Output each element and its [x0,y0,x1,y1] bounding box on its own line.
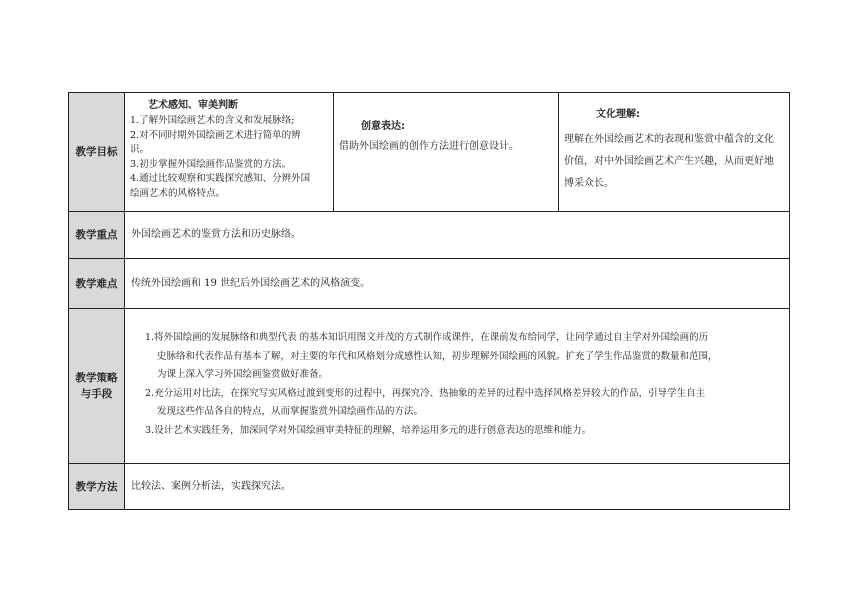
row-difficulties [69,259,789,309]
lesson-plan-table [68,92,790,510]
strategy-line: 3.设计艺术实践任务，加深同学对外国绘画审美特征的理解，培养运用多元的进行创意表达的思维和能力。 [145,424,592,436]
goals-aesthetic-line: 绘画艺术的风格特点。 [130,187,226,199]
label-difficulties: 教学难点 [69,259,125,308]
goals-aesthetic-line: 2.对不同时期外国绘画艺术进行简单的辨 [130,129,301,141]
goals-content [125,93,789,211]
row-methods [69,464,789,509]
key-points-text: 外国绘画艺术的鉴赏方法和历史脉络。 [131,229,301,240]
goals-creative-heading: 创意表达: [361,121,405,132]
goals-creative-text: 借助外国绘画的创作方法进行创意设计。 [339,141,519,152]
label-methods: 教学方法 [69,464,125,509]
label-teaching-goals: 教学目标 [69,93,125,211]
goals-aesthetic-line: 1.了解外国绘画艺术的含义和发展脉络; [130,115,295,126]
strategy-line: 发现这些作品各自的特点，从而掌握鉴赏外国绘画作品的方法。 [157,406,424,417]
strategy-line: 1.将外国绘画的发展脉络和典型代表 的基本知识用图文并茂的方式制作成课件，在课前发布给同学，让同学通过自主学对外国绘画的历 [145,332,709,343]
methods-text: 比较法、案例分析法，实践探究法。 [131,480,291,492]
goals-aesthetic-heading: 艺术感知、审美判断 [148,100,238,111]
goals-aesthetic-cell [125,93,334,211]
goals-cultural-heading: 文化理解: [596,109,640,120]
goals-cultural-text: 理解在外国绘画艺术的表现和鉴赏中蕴含的文化价值，对中外国绘画艺术产生兴趣，从而更好地博采众长。 [564,134,774,189]
goals-aesthetic-line: 3.初步掌握外国绘画作品鉴赏的方法。 [130,158,292,170]
goals-creative-cell [334,93,559,211]
row-strategy [69,309,789,464]
label-key-points: 教学重点 [69,212,125,258]
row-key-points [69,212,789,259]
goals-cultural-cell [559,93,789,211]
difficulties-text: 传统外国绘画和 19 世纪后外国绘画艺术的风格演变。 [131,277,371,289]
row-teaching-goals [69,93,789,212]
strategy-content [125,309,789,463]
goals-aesthetic-line: 识。 [130,144,150,155]
label-strategy: 教学策略与手段 [69,309,125,463]
strategy-line: 史脉络和代表作品有基本了解，对主要的年代和风格划分成感性认知，初步理解外国绘画的风貌。扩充了学生作品鉴赏的数量和范围， [157,350,718,362]
strategy-line: 为课上深入学习外国绘画鉴赏做好准备。 [157,369,329,380]
strategy-line: 2.充分运用对比法，在探究写实风格过渡到变形的过程中，再探究冷、热抽象的差异的过程中选择风格差异较大的作品，引导学生自主 [145,387,706,399]
goals-aesthetic-line: 4.通过比较观察和实践探究感知、分辨外国 [130,173,311,184]
